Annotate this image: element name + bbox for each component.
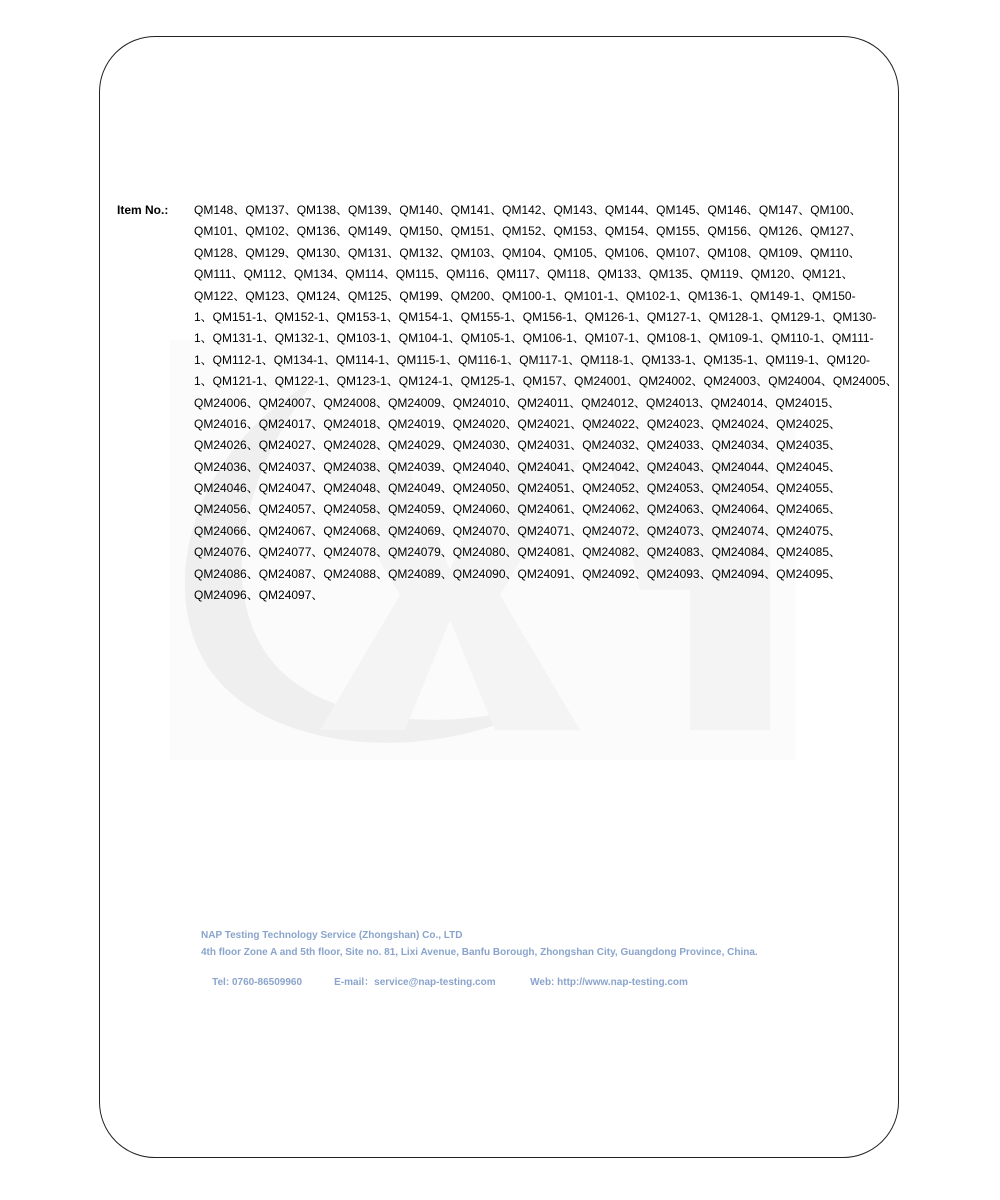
item-line: 1、QM131-1、QM132-1、QM103-1、QM104-1、QM105-1、QM106-1、QM107-1、QM108-1、QM109-1、QM110-1、QM111- [194,331,874,346]
item-no-label: Item No.: [117,203,169,217]
item-line: QM101、QM102、QM136、QM149、QM150、QM151、QM152、QM153、QM154、QM155、QM156、QM126、QM127、 [194,224,862,239]
item-line: 1、QM151-1、QM152-1、QM153-1、QM154-1、QM155-1、QM156-1、QM126-1、QM127-1、QM128-1、QM129-1、QM130- [194,309,877,324]
telephone: Tel: 0760-86509960 [212,977,303,988]
item-line: QM24086、QM24087、QM24088、QM24089、QM24090、QM24091、QM24092、QM24093、QM24094、QM24095、 [194,566,841,581]
item-line: QM128、QM129、QM130、QM131、QM132、QM103、QM104、QM105、QM106、QM107、QM108、QM109、QM110、 [194,245,861,260]
item-line: QM24056、QM24057、QM24058、QM24059、QM24060、QM24061、QM24062、QM24063、QM24064、QM24065、 [194,502,841,517]
company-name: NAP Testing Technology Service (Zhongshan) Co., LTD [201,930,463,941]
contact-line [201,962,758,988]
item-line: 1、QM121-1、QM122-1、QM123-1、QM124-1、QM125-1、QM157、QM24001、QM24002、QM24003、QM24004、QM24005、 [194,374,898,389]
company-address: 4th floor Zone A and 5th floor, Site no. 81, Lixi Avenue, Banfu Borough, Zhongshan City, Guangdong Province, China. [201,946,758,958]
item-line: QM24096、QM24097、 [194,588,324,603]
item-line: QM122、QM123、QM124、QM125、QM199、QM200、QM100-1、QM101-1、QM102-1、QM136-1、QM149-1、QM150- [194,288,856,303]
item-line: QM24046、QM24047、QM24048、QM24049、QM24050、QM24051、QM24052、QM24053、QM24054、QM24055、 [194,481,841,496]
item-line: QM24016、QM24017、QM24018、QM24019、QM24020、QM24021、QM24022、QM24023、QM24024、QM24025、 [194,416,841,431]
footer [201,929,758,988]
item-line: QM24026、QM24027、QM24028、QM24029、QM24030、QM24031、QM24032、QM24033、QM24034、QM24035、 [194,438,841,453]
item-line: QM148、QM137、QM138、QM139、QM140、QM141、QM142、QM143、QM144、QM145、QM146、QM147、QM100、 [194,203,862,217]
item-line: QM24076、QM24077、QM24078、QM24079、QM24080、QM24081、QM24082、QM24083、QM24084、QM24085、 [194,545,841,560]
email-link[interactable]: E-mail：service@nap-testing.com [334,977,496,988]
website-link[interactable]: Web: http://www.nap-testing.com [530,977,688,988]
item-line: 1、QM112-1、QM134-1、QM114-1、QM115-1、QM116-1、QM117-1、QM118-1、QM133-1、QM135-1、QM119-1、QM120- [194,352,871,367]
item-line: QM24036、QM24037、QM24038、QM24039、QM24040、QM24041、QM24042、QM24043、QM24044、QM24045、 [194,459,841,474]
item-number-list [194,202,898,608]
item-line: QM24066、QM24067、QM24068、QM24069、QM24070、QM24071、QM24072、QM24073、QM24074、QM24075、 [194,523,841,538]
item-line: QM111、QM112、QM134、QM114、QM115、QM116、QM117、QM118、QM133、QM135、QM119、QM120、QM121、 [194,267,854,282]
item-line: QM24006、QM24007、QM24008、QM24009、QM24010、QM24011、QM24012、QM24013、QM24014、QM24015、 [194,395,841,410]
